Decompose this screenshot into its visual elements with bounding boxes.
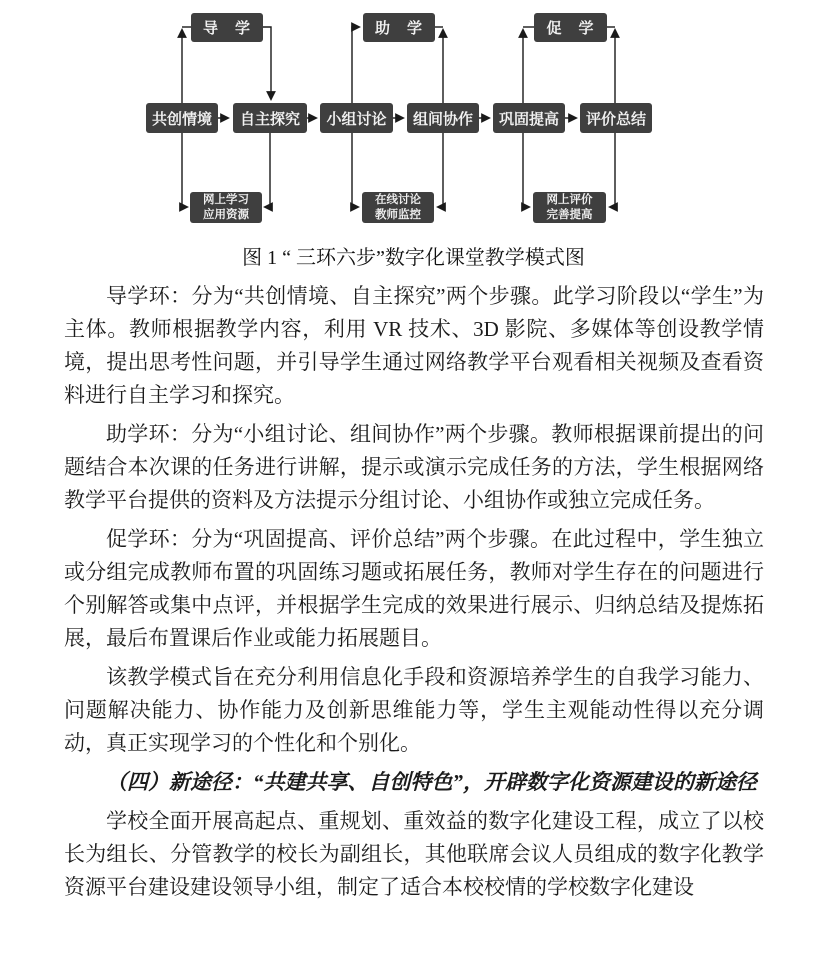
paragraph-zhuxuehuan: 助学环：分为“小组讨论、组间协作”两个步骤。教师根据课前提出的问题结合本次课的任务进行讲解，提示或演示完成任务的方法，学生根据网络教学平台提供的资料及方法提示分组讨论、小组协作或独立完成任务。 bbox=[64, 422, 764, 512]
paragraph-cuxuehuan: 促学环：分为“巩固提高、评价总结”两个步骤。在此过程中，学生独立或分组完成教师布置的巩固练习题或拓展任务，教师对学生存在的问题进行个别解答或集中点评，并根据学生完成的效果进行展示、归纳总结及提炼拓展，最后布置课后作业或能力拓展题目。 bbox=[64, 527, 764, 650]
flow-node-daoxue bbox=[191, 13, 263, 42]
paragraph-model-summary: 该教学模式旨在充分利用信息化手段和资源培养学生的自我学习能力、问题解决能力、协作能力及创新思维能力等，学生主观能动性得以充分调动，真正实现学习的个性化和个别化。 bbox=[64, 665, 764, 755]
flow-node-label-line1: 网上评价 bbox=[546, 193, 593, 206]
flow-node-gonggutigao bbox=[493, 103, 565, 133]
flow-node-online-discussion-monitoring bbox=[362, 192, 434, 223]
section-heading-new-path: （四）新途径：“共建共享、自创特色”，开辟数字化资源建设的新途径 bbox=[106, 770, 757, 794]
flow-node-label: 评价总结 bbox=[585, 110, 646, 128]
flow-node-label: 共创情境 bbox=[151, 110, 212, 128]
flow-node-label: 小组讨论 bbox=[326, 110, 387, 128]
flow-node-gongchuangqingjing bbox=[146, 103, 218, 133]
flow-node-label-line2: 应用资源 bbox=[203, 208, 249, 221]
flow-node-label: 自主探究 bbox=[239, 110, 300, 128]
flow-node-label-line1: 网上学习 bbox=[203, 193, 249, 206]
flow-node-zhuxue bbox=[363, 13, 435, 42]
flow-node-zizhutanjiu bbox=[233, 103, 307, 133]
flow-node-label: 组间协作 bbox=[412, 110, 473, 128]
flow-node-label: 导 学 bbox=[202, 20, 251, 37]
flow-node-label-line1: 在线讨论 bbox=[375, 193, 421, 206]
flow-node-label: 促 学 bbox=[546, 20, 595, 37]
paragraph-school-construction: 学校全面开展高起点、重规划、重效益的数字化建设工程，成立了以校长为组长、分管教学的校长为副组长，其他联席会议人员组成的数字化教学资源平台建设建设领导小组，制定了适合本校校情的学校数字化建设 bbox=[64, 809, 764, 899]
flow-node-pingjiazongjie bbox=[580, 103, 652, 133]
flow-node-online-evaluation-improvement bbox=[533, 192, 606, 223]
flow-node-cuxue bbox=[534, 13, 607, 42]
flow-node-label: 助 学 bbox=[374, 20, 423, 37]
flow-node-label-line2: 教师监控 bbox=[375, 208, 421, 221]
teaching-model-figure bbox=[0, 0, 827, 235]
flow-node-zujianxiezuo bbox=[407, 103, 479, 133]
flow-node-label-line2: 完善提高 bbox=[546, 208, 593, 221]
flow-node-label: 巩固提高 bbox=[498, 110, 559, 128]
flow-node-xiaozutaolun bbox=[320, 103, 393, 133]
body-text bbox=[0, 270, 827, 904]
paragraph-daoxuehuan: 导学环：分为“共创情境、自主探究”两个步骤。此学习阶段以“学生”为主体。教师根据教学内容，利用 VR 技术、3D 影院、多媒体等创设教学情境，提出思考性问题，并引导学生通过网络教学平台观看相关视频及查看资料进行自主学习和探究。 bbox=[64, 284, 764, 407]
figure-caption: 图 1 “ 三环六步”数字化课堂教学模式图 bbox=[242, 247, 585, 269]
flow-node-online-learning-resources bbox=[190, 192, 262, 223]
